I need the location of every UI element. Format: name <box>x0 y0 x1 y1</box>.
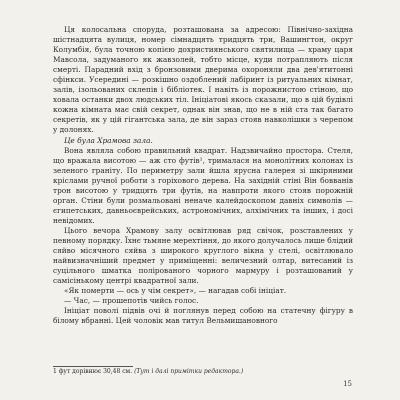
paragraph-7: Ініціат поволі підвів очі й поглянув перед собою на статечну фігуру в білому вбранні. Цей чоловік мав титул Вельмишановного <box>53 306 353 326</box>
paragraph-3: Вона являла собою правильний квадрат. Надзвичайно простора. Стеля, що вражала висотою — аж сто футів¹, трималася на монолітних колонах із зеленого граніту. По периметру зали йшла ярусна галерея зі шкіряними кріслами ручної роботи з горіхового дерева. На західній стіні Він бовванів трон висотою у тридцять три футів, на навпроти якого стояв порожній орган. Стіни були розмальовані неначе калейдоскопом давніх символів — єгипетських, давньоєврейських, астрономічних, алхімічних та інших, і досі невідомих. <box>53 145 353 225</box>
paragraph-4: Цього вечора Храмову залу освітлював ряд свічок, розставлених у певному порядку. Їхнє тьмяне мерехтіння, до якого долучалось лише блідий сяйво місячного сяйва з широкого круглого вікна у стелі, освітлювало найвизначніший предмет у приміщенні: величезний олтар, витесаний із суцільного шматка полірованого чорного мармуру і розташований у самісінькому центрі квадратної зали. <box>53 225 353 286</box>
paragraph-2: Це була Храмова зала. <box>64 135 153 145</box>
footnote <box>53 368 353 376</box>
footnote-text: 1 фут дорівнює 30,48 см. <box>53 368 133 375</box>
paragraph-1: Ця колосальна споруда, розташована за адресою: Північно-західна шістнадцята вулиця, номер сімнадцять тридцять три, Вашингтон, округ Колумбія, була точною копією дохристиянського святилища — храму царя Мавсола, задуманого як жавзолей, тобто місце, куди потрапляють після смерті. Парадний вхід з бронзовими дверима охороняли два дев'ятитонні сфінкси. Усередині — розкішно оздоблений лабіринт із ритуальних кімнат, залів, ізольованих склепів і бібліотек. І навіть із порожнистою стіною, що ховала останки двох людських тіл. Ініціатові якось сказали, що в цій будівлі кожна кімната має свій секрет, однак він знав, що не в ній ста так багато секретів, як у цій гігантська зала, де він зараз стояв навколішки з черепом у долонях. <box>53 25 353 135</box>
footnote-divider <box>53 366 133 367</box>
paragraph-6: — Час, — прошепотів чийсь голос. <box>64 296 199 306</box>
body-text <box>53 25 353 326</box>
footnote-editor-note: (Тут і далі примітки редактора.) <box>134 368 244 375</box>
paragraph-5: «Як померти — ось у чім секрет», — нагадав собі ініціат. <box>64 286 287 296</box>
page-number: 15 <box>343 380 352 388</box>
